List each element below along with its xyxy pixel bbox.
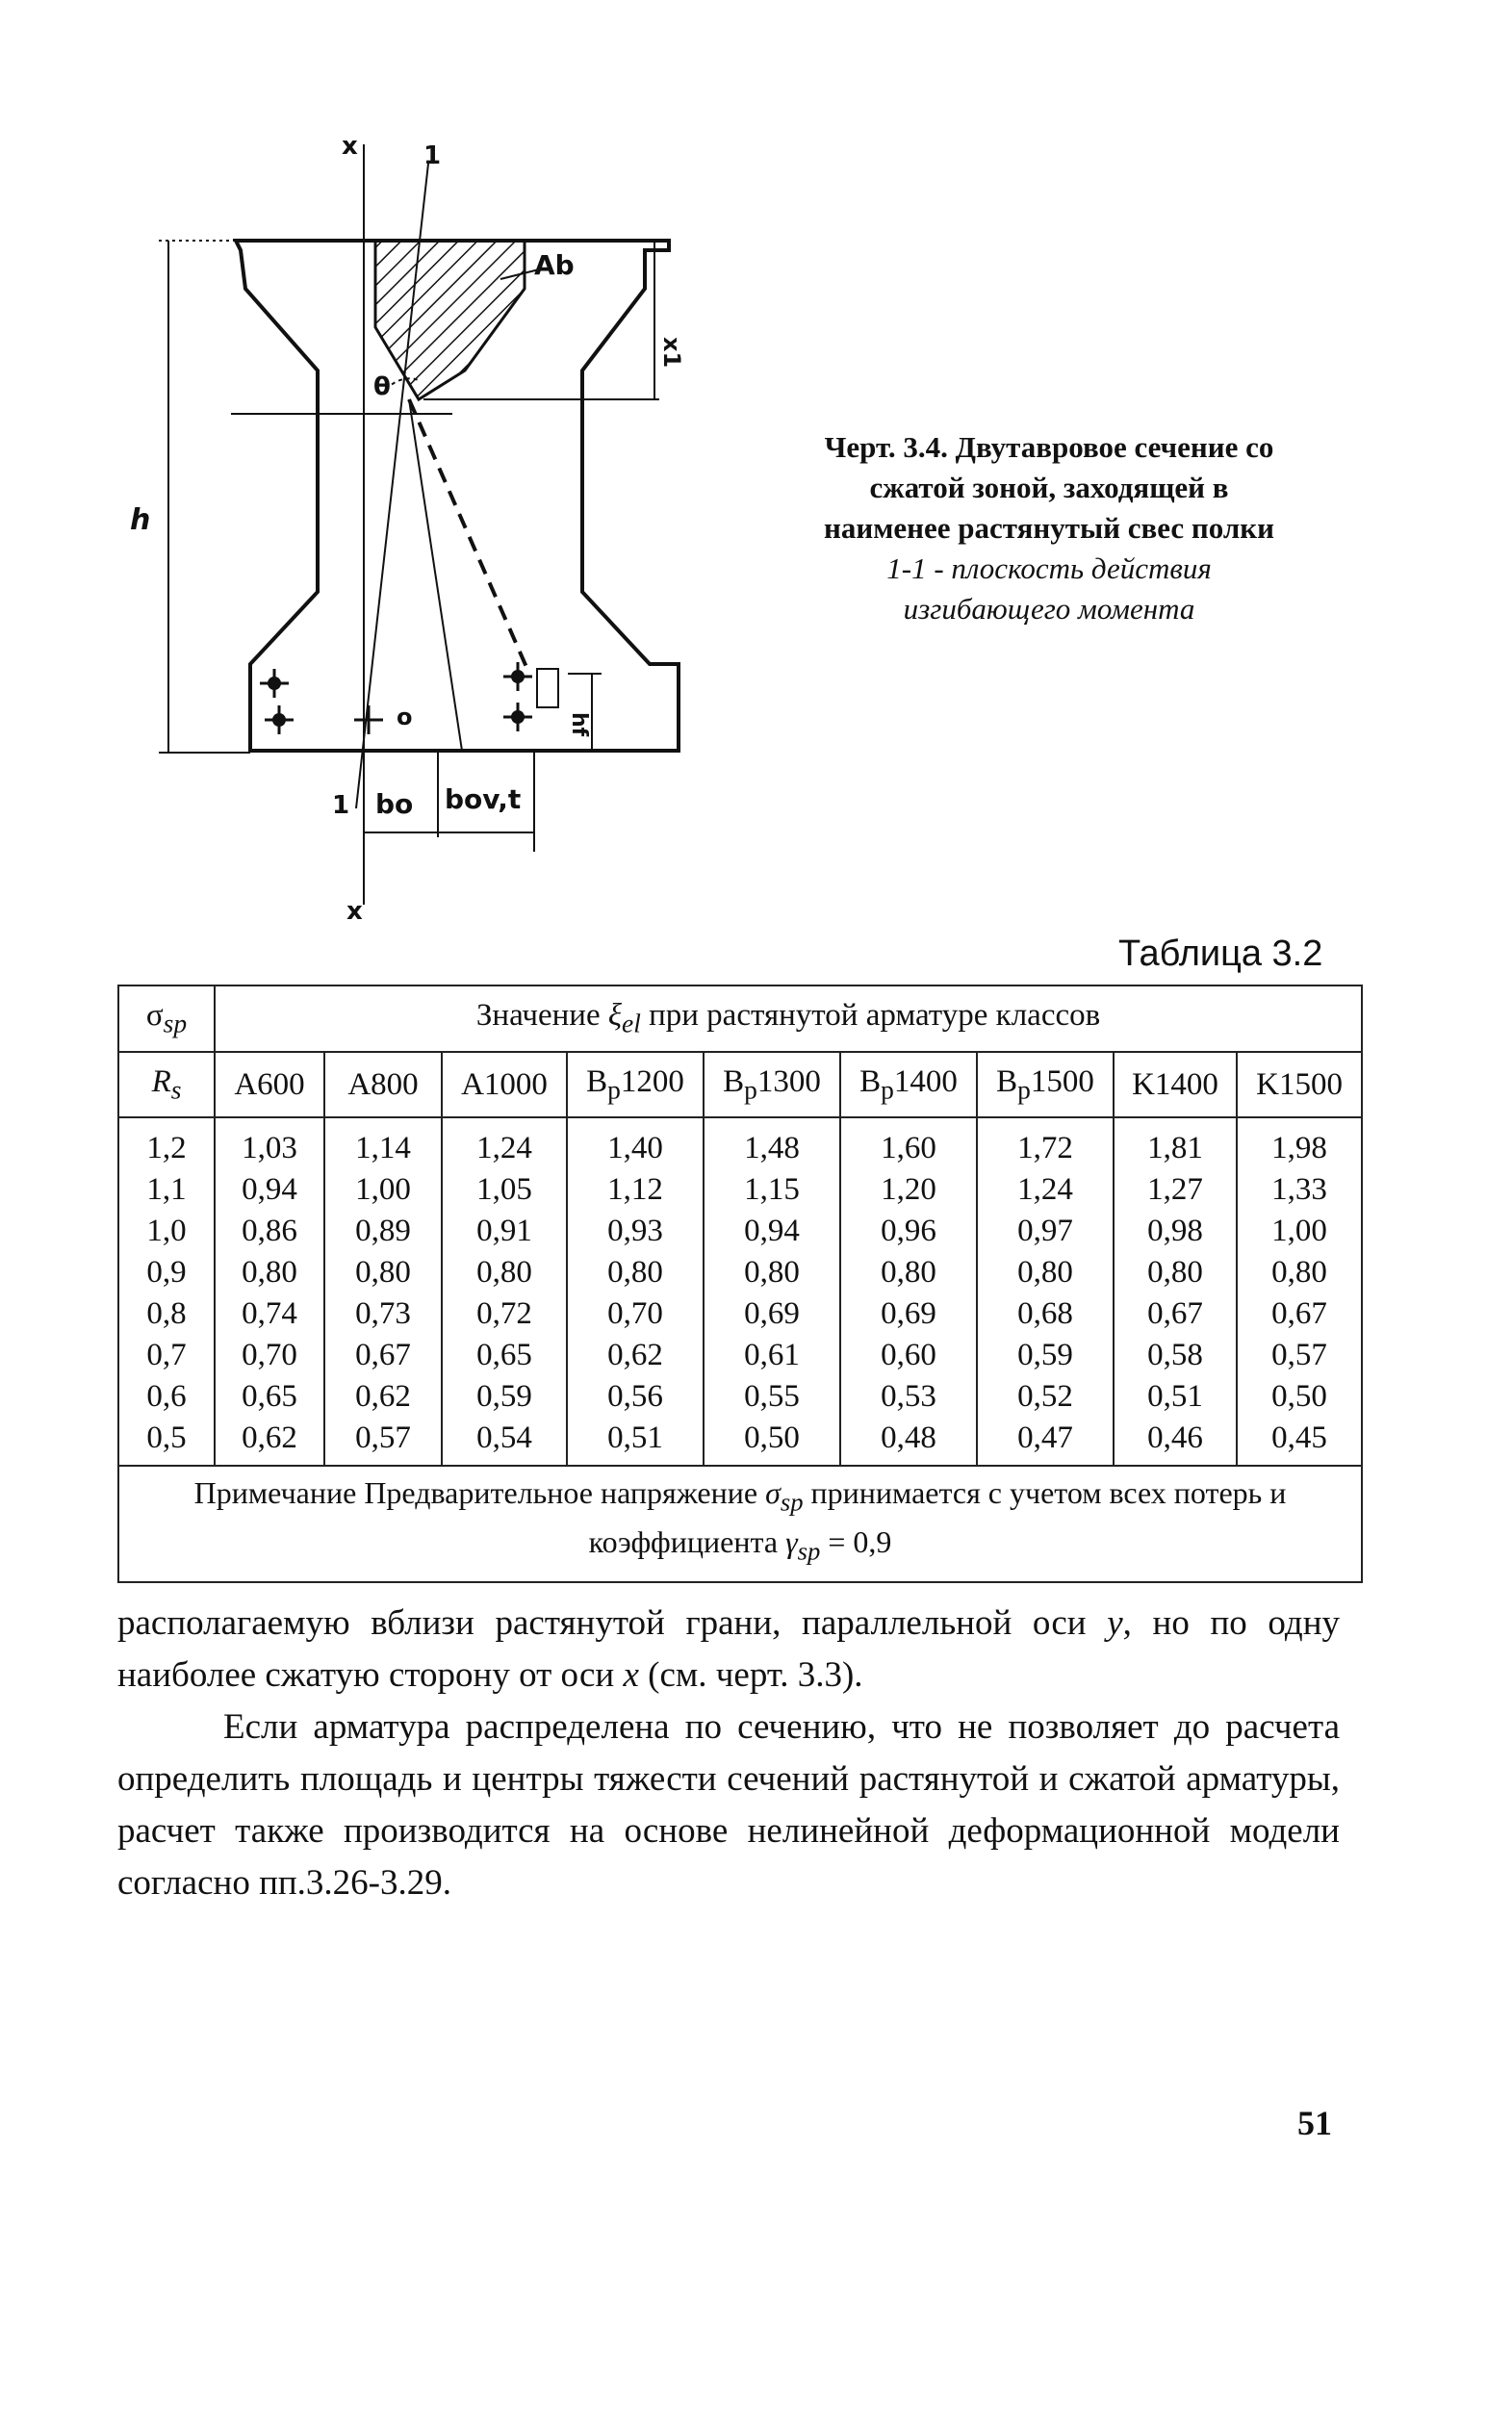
paragraph-1: располагаемую вблизи растянутой грани, параллельной оси y, но по одну наиболее сжатую сторону от оси x (см. черт. 3.3). xyxy=(117,1603,1340,1695)
caption-sub-line1: 1-1 - плоскость действия xyxy=(886,551,1212,585)
class-header-7: K1400 xyxy=(1114,1052,1237,1117)
class-header-4: $B_p1300$ xyxy=(704,1052,840,1117)
value-cell: 0,58 xyxy=(1114,1335,1237,1376)
value-cell: 0,47 xyxy=(977,1418,1114,1466)
class-header-0: A600 xyxy=(215,1052,324,1117)
page-number: 51 xyxy=(1297,2104,1332,2142)
ratio-cell: 0,8 xyxy=(118,1293,215,1335)
label-hf: hf xyxy=(567,712,591,737)
value-cell: 0,69 xyxy=(840,1293,977,1335)
value-cell: 0,86 xyxy=(215,1211,324,1252)
corner-rs: $R_s$ xyxy=(118,1052,215,1117)
value-cell: 0,59 xyxy=(977,1335,1114,1376)
caption-title-line2: сжатой зоной, заходящей в xyxy=(869,471,1229,504)
value-cell: 0,62 xyxy=(567,1335,704,1376)
value-cell: 1,24 xyxy=(977,1169,1114,1211)
value-cell: 0,74 xyxy=(215,1293,324,1335)
table-note: Примечание Предварительное напряжение $\sigma_{sp}$ принимается с учетом всех потерь и коэффициента $\gamma_{sp} = 0,9$ xyxy=(118,1466,1362,1582)
rebar-left-bottom xyxy=(265,705,294,734)
corner-sigma: $\sigma_{sp}$ xyxy=(118,985,215,1052)
label-one-top: 1 xyxy=(423,141,442,170)
value-cell: 1,98 xyxy=(1237,1117,1362,1169)
value-cell: 0,80 xyxy=(704,1252,840,1293)
value-cell: 0,57 xyxy=(1237,1335,1362,1376)
ratio-cell: 1,1 xyxy=(118,1169,215,1211)
value-cell: 0,67 xyxy=(1237,1293,1362,1335)
value-cell: 0,59 xyxy=(442,1376,567,1418)
value-cell: 0,91 xyxy=(442,1211,567,1252)
value-cell: 0,65 xyxy=(442,1335,567,1376)
value-cell: 0,55 xyxy=(704,1376,840,1418)
table-row xyxy=(118,1211,1362,1252)
value-cell: 1,40 xyxy=(567,1117,704,1169)
class-header-1: A800 xyxy=(324,1052,442,1117)
caption-title-line1: Черт. 3.4. Двутавровое сечение со xyxy=(824,430,1274,464)
value-cell: 1,15 xyxy=(704,1169,840,1211)
header-title: Значение $\xi_{el}$ при растянутой арматуре классов xyxy=(215,985,1362,1052)
value-cell: 1,81 xyxy=(1114,1117,1237,1169)
table-row xyxy=(118,1293,1362,1335)
class-header-8: K1500 xyxy=(1237,1052,1362,1117)
value-cell: 0,45 xyxy=(1237,1418,1362,1466)
class-header-3: $B_p1200$ xyxy=(567,1052,704,1117)
body-text xyxy=(117,1598,1340,1909)
value-cell: 0,96 xyxy=(840,1211,977,1252)
value-cell: 0,80 xyxy=(324,1252,442,1293)
class-header-2: A1000 xyxy=(442,1052,567,1117)
label-o: o xyxy=(397,704,413,730)
paragraph-2: Если арматура распределена по сечению, что не позволяет до расчета определить площадь и центры тяжести сечений растянутой и сжатой арматуры, расчет также производится на основе нелинейной деформационной модели согласно пп.3.26-3.29. xyxy=(117,1707,1340,1903)
value-cell: 0,94 xyxy=(215,1169,324,1211)
ratio-cell: 1,2 xyxy=(118,1117,215,1169)
rebar-center xyxy=(354,705,383,734)
value-cell: 0,65 xyxy=(215,1376,324,1418)
value-cell: 0,56 xyxy=(567,1376,704,1418)
value-cell: 0,69 xyxy=(704,1293,840,1335)
value-cell: 0,53 xyxy=(840,1376,977,1418)
ratio-cell: 0,5 xyxy=(118,1418,215,1466)
value-cell: 0,51 xyxy=(1114,1376,1237,1418)
value-cell: 0,62 xyxy=(215,1418,324,1466)
value-cell: 0,94 xyxy=(704,1211,840,1252)
figure-caption xyxy=(741,427,1357,629)
value-cell: 0,80 xyxy=(840,1252,977,1293)
table-number: Таблица 3.2 xyxy=(1118,934,1323,974)
value-cell: 0,72 xyxy=(442,1293,567,1335)
value-cell: 0,89 xyxy=(324,1211,442,1252)
value-cell: 1,00 xyxy=(1237,1211,1362,1252)
ratio-cell: 0,7 xyxy=(118,1335,215,1376)
label-b0: bo xyxy=(375,788,414,820)
value-cell: 1,03 xyxy=(215,1117,324,1169)
compressed-zone-hatch xyxy=(375,241,525,399)
value-cell: 0,54 xyxy=(442,1418,567,1466)
table-row xyxy=(118,1169,1362,1211)
value-cell: 1,20 xyxy=(840,1169,977,1211)
value-cell: 1,27 xyxy=(1114,1169,1237,1211)
label-x-bottom: x xyxy=(346,897,363,926)
rebar-left-top xyxy=(260,669,289,698)
i-section-drawing xyxy=(130,132,685,934)
value-cell: 1,12 xyxy=(567,1169,704,1211)
table-row xyxy=(118,1252,1362,1293)
value-cell: 0,80 xyxy=(977,1252,1114,1293)
label-theta: θ xyxy=(373,372,391,401)
label-x1: x1 xyxy=(658,337,685,369)
value-cell: 0,60 xyxy=(840,1335,977,1376)
value-cell: 0,70 xyxy=(215,1335,324,1376)
value-cell: 1,00 xyxy=(324,1169,442,1211)
ratio-cell: 1,0 xyxy=(118,1211,215,1252)
table-row xyxy=(118,1335,1362,1376)
value-cell: 0,97 xyxy=(977,1211,1114,1252)
value-cell: 0,48 xyxy=(840,1418,977,1466)
value-cell: 0,80 xyxy=(215,1252,324,1293)
class-header-6: $B_p1500$ xyxy=(977,1052,1114,1117)
value-cell: 0,70 xyxy=(567,1293,704,1335)
label-x-top: x xyxy=(342,132,358,161)
value-cell: 0,52 xyxy=(977,1376,1114,1418)
value-cell: 0,67 xyxy=(324,1335,442,1376)
label-h: h xyxy=(130,503,151,537)
value-cell: 1,24 xyxy=(442,1117,567,1169)
value-cell: 0,98 xyxy=(1114,1211,1237,1252)
value-cell: 0,50 xyxy=(1237,1376,1362,1418)
rebar-right-top xyxy=(503,662,532,691)
value-cell: 0,80 xyxy=(442,1252,567,1293)
data-table xyxy=(117,985,1363,1583)
value-cell: 0,46 xyxy=(1114,1418,1237,1466)
value-cell: 0,80 xyxy=(1237,1252,1362,1293)
value-cell: 1,05 xyxy=(442,1169,567,1211)
strain-line xyxy=(409,399,462,751)
ratio-cell: 0,6 xyxy=(118,1376,215,1418)
dashed-line-to-rebar xyxy=(409,399,529,674)
value-cell: 0,61 xyxy=(704,1335,840,1376)
value-cell: 1,48 xyxy=(704,1117,840,1169)
value-cell: 0,62 xyxy=(324,1376,442,1418)
label-bovt: bov,t xyxy=(445,783,522,815)
value-cell: 0,51 xyxy=(567,1418,704,1466)
table-row xyxy=(118,1376,1362,1418)
value-cell: 0,57 xyxy=(324,1418,442,1466)
label-one-bottom: 1 xyxy=(332,791,350,820)
table-row xyxy=(118,1418,1362,1466)
table-container xyxy=(117,985,1361,1583)
figure-i-section xyxy=(130,132,685,934)
value-cell: 0,80 xyxy=(567,1252,704,1293)
value-cell: 0,68 xyxy=(977,1293,1114,1335)
value-cell: 1,60 xyxy=(840,1117,977,1169)
value-cell: 0,73 xyxy=(324,1293,442,1335)
caption-sub-line2: изгибающего момента xyxy=(903,592,1195,626)
class-header-5: $B_p1400$ xyxy=(840,1052,977,1117)
ratio-cell: 0,9 xyxy=(118,1252,215,1293)
value-cell: 1,14 xyxy=(324,1117,442,1169)
value-cell: 0,50 xyxy=(704,1418,840,1466)
table-row xyxy=(118,1117,1362,1169)
value-cell: 0,93 xyxy=(567,1211,704,1252)
label-ab: Ab xyxy=(534,249,575,281)
value-cell: 1,72 xyxy=(977,1117,1114,1169)
value-cell: 0,67 xyxy=(1114,1293,1237,1335)
value-cell: 0,80 xyxy=(1114,1252,1237,1293)
rebar-right-bottom xyxy=(503,703,532,731)
value-cell: 1,33 xyxy=(1237,1169,1362,1211)
caption-title-line3: наименее растянутый свес полки xyxy=(824,511,1274,545)
